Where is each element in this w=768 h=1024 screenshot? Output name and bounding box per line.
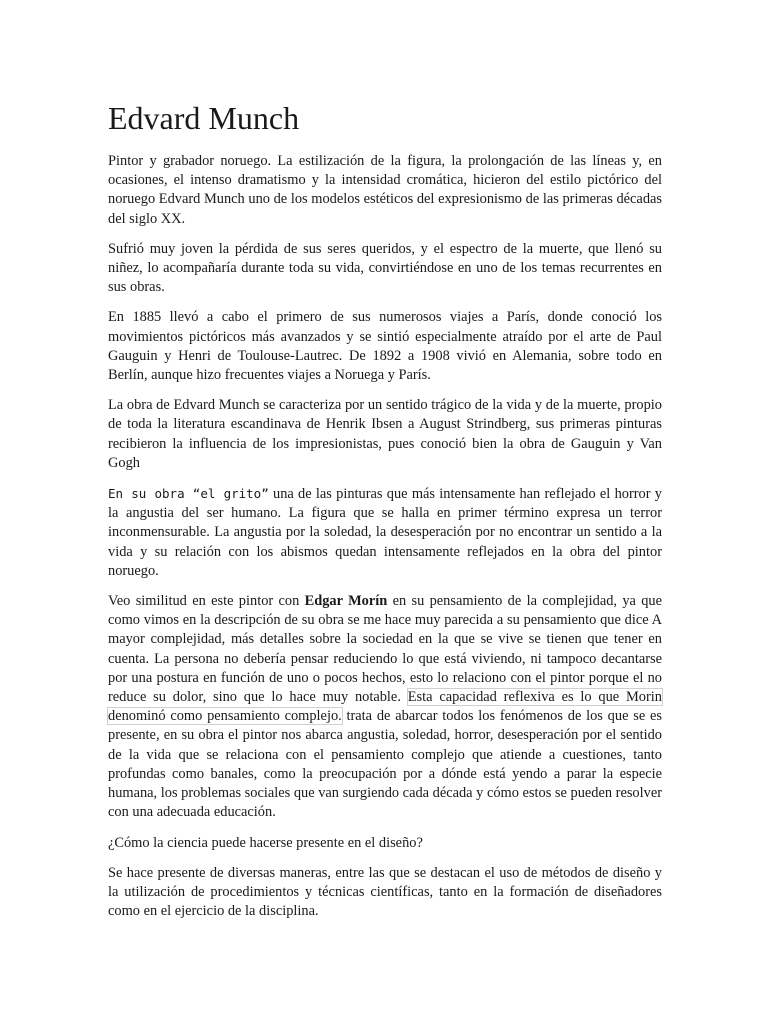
paragraph-the-scream xyxy=(108,484,662,581)
paragraph-style: La obra de Edvard Munch se caracteriza por un sentido trágico de la vida y de la muerte, propio de toda la literatura escandinava de Henrik Ibsen a August Strindberg, sus primeras pinturas recibieron la influencia de los impresionistas, pues conoció bien la obra de Gauguin y Van Gogh xyxy=(108,397,662,471)
document-page xyxy=(108,98,662,932)
paragraph-childhood: Sufrió muy joven la pérdida de sus seres queridos, y el espectro de la muerte, que llenó su niñez, lo acompañaría durante toda su vida, convirtiéndose en uno de los temas recurrentes en sus obras. xyxy=(108,240,662,296)
the-scream-mono-text: En su obra “el grito” xyxy=(108,486,269,502)
paragraph-intro: Pintor y grabador noruego. La estilización de la figura, la prolongación de las líneas y, en ocasiones, el intenso dramatismo y la intensidad cromática, hicieron del estilo pictórico del noruego Edvard Munch uno de los modelos estéticos del expresionismo de las primeras décadas del siglo XX. xyxy=(108,153,662,227)
morin-text-mid: en su pensamiento de la complejidad, ya que como vimos en la descripción de su obra se me hace muy parecida a su pensamiento que dice A mayor complejidad, más detalles sobre la sociedad en la que se vive se tienen que tener en cuenta. La persona no debería pensar reduciendo lo que está viviendo, ni tampoco decantarse por una postura en función de uno o pocos hechos, esto lo relaciono con el pintor porque el no reduce su dolor, sino que lo hace muy notable. xyxy=(108,593,663,706)
paragraph-question: ¿Cómo la ciencia puede hacerse presente en el diseño? xyxy=(108,834,423,851)
paragraph-answer: Se hace presente de diversas maneras, entre las que se destacan el uso de métodos de diseño y la utilización de procedimientos y técnicas científicas, tanto en la formación de diseñadores como en el ejercicio de la disciplina. xyxy=(108,864,662,920)
morin-text-end: trata de abarcar todos los fenómenos de los que se es presente, en su obra el pintor nos abarca angustia, soledad, horror, desesperación por el sentido de la vida que se relaciona con el pensamiento complejo que atiende a cuestiones, tanto profundas como banales, como la preocupación por a dónde está yendo a parar la especie humana, los problemas sociales que van surgiendo cada década y cómo estos se pueden resolver con una adecuada educación. xyxy=(108,708,662,821)
paragraph-travels: En 1885 llevó a cabo el primero de sus numerosos viajes a París, donde conoció los movimientos pictóricos más avanzados y se sintió especialmente atraído por el arte de Paul Gauguin y Henri de Toulouse-Lautrec. De 1892 a 1908 vivió en Alemania, sobre todo en Berlín, aunque hizo frecuentes viajes a Noruega y París. xyxy=(108,309,662,384)
morin-text-start: Veo similitud en este pintor con xyxy=(108,593,305,610)
the-scream-text: una de las pinturas que más intensamente han reflejado el horror y la angustia del ser humano. La figura que se halla en primer término expresa un terror inconmensurable. La angustia por la soledad, la desesperación por no encontrar un sentido a la vida y su relación con los abismos quedan intensamente reflejados en la obra del pintor noruego. xyxy=(108,486,663,579)
highlighted-text: Esta capacidad reflexiva es lo que Morin denominó como pensamiento complejo. xyxy=(108,689,662,725)
morin-name-bold: Edgar Morín xyxy=(304,593,388,610)
document-title: Edvard Munch xyxy=(108,100,300,136)
paragraph-morin xyxy=(108,592,662,822)
